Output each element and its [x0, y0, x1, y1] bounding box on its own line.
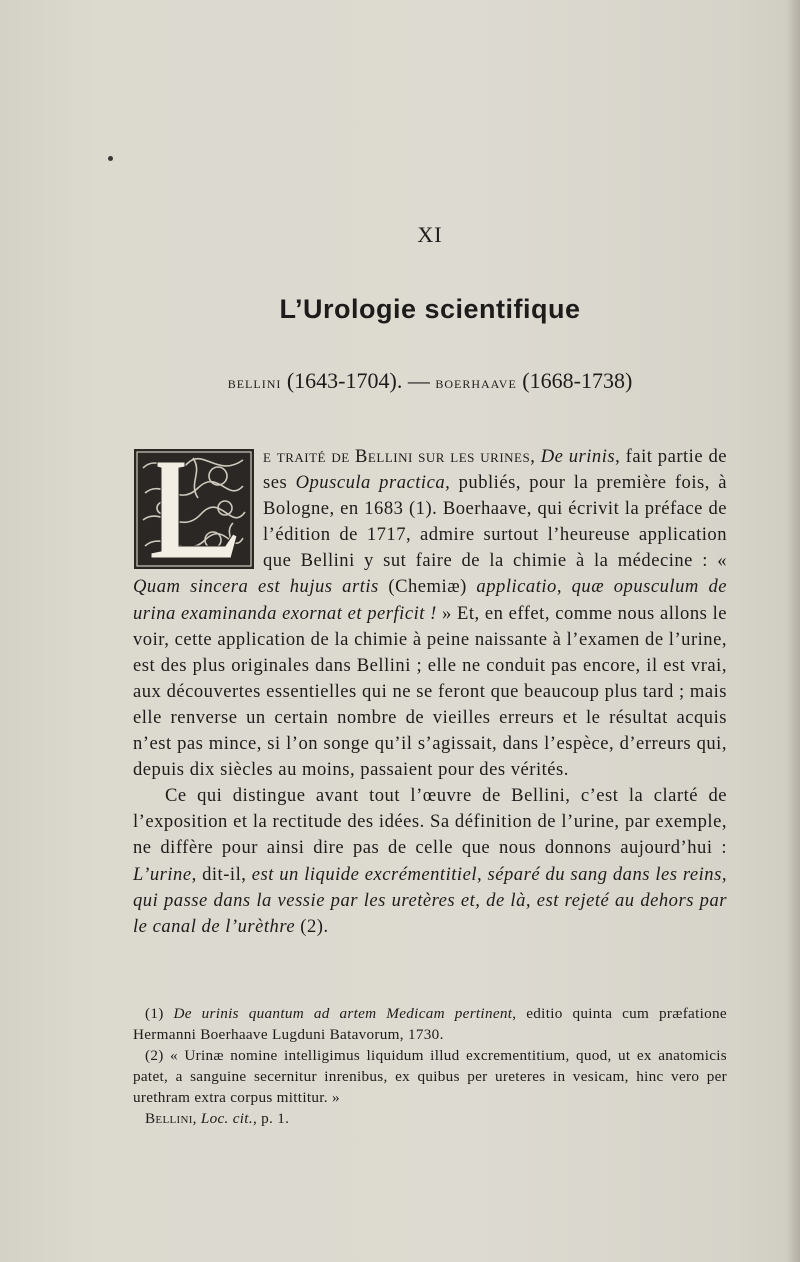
subtitle-name-bellini: bellini [227, 373, 282, 392]
footnote-3-name: Bellini [145, 1110, 193, 1127]
footnote-1 [133, 1003, 727, 1045]
chapter-title: L’Urologie scientifique [279, 294, 581, 324]
p2-text-2: , dit-il, [191, 863, 252, 885]
p2-italic-1: L’urine [133, 863, 192, 885]
footnote-3-text-2: , p. 1. [252, 1110, 290, 1127]
footnote-3-text-1: , [192, 1110, 201, 1127]
paragraph-2 [133, 783, 727, 940]
subtitle-name-boerhaave: boerhaave [435, 373, 517, 392]
p2-text-3: (2). [295, 915, 329, 937]
p1-italic-2: Opuscula practica, [295, 472, 451, 494]
footnote-1-text: , editio quinta cum præfatione Hermanni Boerhaave Lugduni Batavorum, 1730. [133, 1005, 727, 1043]
footnote-1-mark: (1) [145, 1005, 174, 1022]
subtitle-dates-boerhaave: (1668-1738) [522, 368, 633, 393]
footnote-2-text: (2) « Urinæ nomine intelligimus liquidum illud excrementitium, quod, ut ex anatomicis patet, a sanguine secernitur inrenibus, ex quibus per ureteres in vesicam, hinc vero per urethram extra corpus mittitur. » [133, 1047, 727, 1106]
chapter-subtitle [0, 368, 800, 394]
ornamental-dropcap [133, 448, 255, 570]
dropcap-letter [133, 448, 255, 570]
p1-text-1: e traité de Bellini sur les urines, [263, 446, 541, 467]
footnote-3 [133, 1108, 727, 1129]
p1-text-4: (Chemiæ) [378, 576, 477, 598]
paragraph-1 [133, 444, 727, 783]
p1-text-3: publiés, pour la première fois, à Bologne, en 1683 (1). Boerhaave, qui écrivit la préface de l’édition de 1717, admire surtout l’heureuse application que Bellini y sut faire de la chimie à la médecine : « [263, 472, 727, 572]
footnote-1-italic: De urinis quantum ad artem Medicam pertinent [173, 1005, 513, 1022]
p1-italic-4: applicatio, quæ opusculum de urina examinanda exornat et perficit ! [133, 576, 727, 624]
chapter-number: XI [417, 222, 443, 247]
subtitle-dates-bellini: (1643-1704). [286, 368, 403, 393]
footnotes [133, 1003, 727, 1129]
main-text [133, 444, 727, 940]
p1-italic-3: Quam sincera est hujus artis [133, 576, 379, 598]
footnote-3-italic: Loc. cit. [200, 1110, 253, 1127]
subtitle-dash: — [407, 368, 430, 393]
p2-italic-2: est un liquide excrémentitiel, séparé du sang dans les reins, qui passe dans la vessie par les uretères et, de là, est rejeté au dehors par le canal de l’urèthre [133, 863, 727, 937]
p1-text-5: » Et, en effet, comme nous allons le voir, cette application de la chimie à peine naissante à l’examen de l’urine, est des plus originales dans Bellini ; elle ne conduit pas encore, il est vrai, aux découvertes essentielles qui ne se feront que beaucoup plus tard ; mais elle renverse un certain nombre de vieilles erreurs et le résultat acquis n’est pas mince, si l’on songe qu’il s’agissait, dans l’espèce, d’erreurs qui, depuis dix siècles au moins, passaient pour des vérités. [133, 602, 727, 781]
p2-text-1: Ce qui distingue avant tout l’œuvre de Bellini, c’est la clarté de l’exposition et la rectitude des idées. Sa définition de l’urine, par exemple, ne diffère pour ainsi dire pas de celle que nous donnons aujourd’hui : [133, 785, 727, 859]
page-fold-shadow [786, 0, 800, 1262]
ink-speck [108, 156, 113, 161]
footnote-2 [133, 1045, 727, 1108]
p1-text-2: , fait partie de ses [263, 446, 727, 494]
p1-italic-1: De urinis [540, 446, 616, 467]
